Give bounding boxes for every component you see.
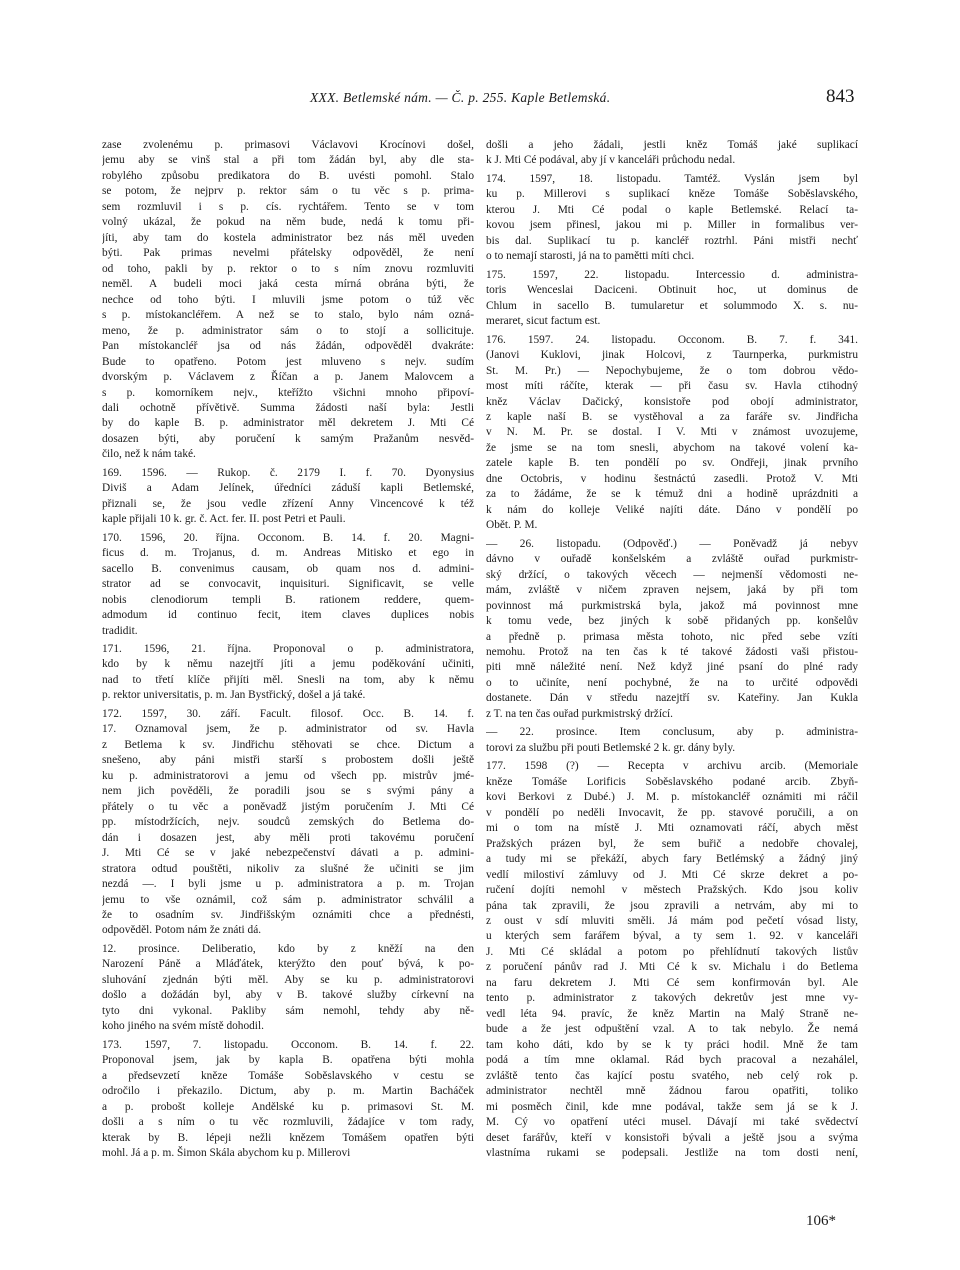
text-line: dán i dosazen jest, aby měli proti takovému poručení (102, 831, 474, 844)
text-line: by do kaple B. p. administrator měl dekretem J. Mti Cé (102, 417, 474, 430)
text-line: nem jich pověděli, že poradili jsou se s svými pány a (102, 785, 474, 798)
text-line: 176. 1597. 24. listopadu. Occonom. B. 7. f. 341. (486, 333, 858, 346)
text-line: zatele kaple B. ten pondělí po sv. Ondřeji, jinak prvního (486, 457, 858, 470)
text-line: pp. místodržících, nejv. soudců zemských do Betlema do- (102, 816, 474, 829)
text-line: zase zvolenému p. primasovi Václavovi Krocínovi došel, (102, 139, 474, 151)
text-line: stratora odtud pouštěti, nikoliv za slušné že učiniti se jim (102, 862, 474, 875)
text-line: Chlum in sacello B. tumularetur et solummodo X. s. nu- (486, 299, 858, 312)
text-line: sacello B. convenimus causam, ob quam nos d. admini- (102, 562, 474, 575)
text-line: nad to třetí klíče přijíti měl. Snesli na tom, aby k němu (102, 673, 474, 686)
text-line: se potom, že nejprv p. rektor sám o tu věc s p. prima- (102, 185, 474, 198)
text-line: podá a tím mne oklamal. Rád bych pracoval a nezahálel, (486, 1054, 858, 1067)
text-line: 172. 1597, 30. září. Facult. filosof. Occ. B. 14. f. (102, 707, 474, 720)
text-line: za to žádáme, že se k témuž dni a hodině uprázdniti a (486, 488, 858, 501)
text-line: robylého způsobu predikatora do B. uvésti pomohl. Stalo (102, 169, 474, 182)
text-line: kterak by B. lépeji nežli knězem Tomášem opatřen býti (102, 1131, 474, 1144)
text-line: ský držící, o takových věcech — nejmenší vědomosti ne- (486, 568, 858, 581)
text-line: z Betlema k sv. Jindřichu stěhovati se chce. Dictum a (102, 738, 474, 751)
text-line: čilo, než k nám také. (102, 448, 196, 461)
text-line: a p. probošt kolleje Andělské ku p. primasovi St. M. (102, 1100, 474, 1113)
text-line: a předsevzetí kněze Tomáše Soběslavského v cestu se (102, 1069, 474, 1082)
text-line: s p. místokancléřem. A než se to stalo, bylo nám ozná- (102, 309, 474, 322)
text-line: a tudy mi se překáží, abych fary Betlémský a žádný jiný (486, 853, 858, 866)
text-line: bude a že jest odpuštění vzal. A to tak nebylo. Že nemá (486, 1023, 858, 1036)
text-line: Narození Páně a Mláďátek, kterýžto den pouť bývá, k po- (102, 958, 474, 971)
text-line: kněze Tomáše Lorificis Soběslavského podané arcib. Zbyň- (486, 775, 858, 788)
text-line: odpověděl. Potom nám že znáti dá. (102, 924, 262, 937)
text-line: mi posměch činil, kde mne podával, takže sem já se k J. (486, 1100, 858, 1113)
text-line: dosazen býti, aby poručení k samým Pražanům nesvěd- (102, 432, 474, 445)
text-line: dvorským p. Václavem z Říčan a p. Janem Malovcem a (102, 371, 474, 384)
text-line: o to nemají starosti, já na to pamětti míti chci. (486, 250, 695, 263)
text-line: neměl. A budeli moci jaká cesta mírná obrána býti, že (102, 278, 474, 291)
page-header (0, 86, 960, 114)
text-line: — 22. prosince. Item conclusum, aby p. administra- (486, 726, 858, 739)
text-line: admodum id continuo fecit, item claves duplices nobis (102, 609, 474, 622)
text-line: bis dal. Suplikací tu p. kancléř roztrhl. Páni mistři nechť (486, 234, 858, 247)
text-line: vlastníma rukami se podepsali. Jestliže na tom dosti není, (486, 1147, 858, 1159)
text-line: Pan místokancléř jsa od nás žádán, odpověděl dvakráte: (102, 340, 474, 353)
text-line: deset farářův, kteří v konsistoři bývali a ještě jsou a svýma (486, 1131, 858, 1144)
text-line: k tomu vede, bez jiných k sobě přidaných pp. konšelův (486, 615, 858, 628)
text-line: 174. 1597, 18. listopadu. Tamtéž. Vyslán jsem byl (486, 172, 858, 185)
text-line: z oust v sdí mluviti směli. Já mám pod pečetí vósad listy, (486, 914, 858, 927)
text-line: dostanete. Dán v středu nazejtří sv. Kateřiny. Jan Kukla (486, 692, 858, 705)
text-line: kterou J. Mti Cé podal o kaple Betlemské. Relací ta- (486, 203, 858, 216)
text-line: J. Mti Cé se v jaké nebezpečenství dávati a p. admini- (102, 847, 474, 860)
text-line: M. Cý vo opatření utéci musel. Dávají mi také svědectví (486, 1116, 858, 1129)
text-line: kovou jsem přinesl, jakou mi p. Miller in formalibus ver- (486, 219, 858, 232)
text-line: pána tak zpravili, že jsou zpravili a netrvám, aby mi to (486, 899, 858, 912)
text-line: p. rektor universitatis, p. m. Jan Bystřický, došel a já také. (102, 689, 366, 702)
text-line: toris Wenceslai Daciceni. Obtinuit hoc, ut dominus de (486, 284, 858, 297)
text-line: s p. komorníkem nejv., kteřížto všichni mnoho připoví- (102, 386, 474, 399)
text-line: mohl. Já a p. m. Šimon Skála abychom ku p. Millerovi (102, 1147, 351, 1159)
text-line: 170. 1596, 20. října. Occonom. B. 14. f. 20. Magni- (102, 531, 474, 544)
text-line: 171. 1596, 21. října. Proponoval o p. administratora, (102, 643, 474, 655)
text-line: 169. 1596. — Rukop. č. 2179 I. f. 70. Dyonysius (102, 466, 474, 479)
text-line: na faru dekretem J. Mti Cé sem konfirmován byl. Ale (486, 976, 858, 989)
text-line: tento p. administrator z takových dekretův jest mne vy- (486, 992, 858, 1005)
text-line: Pražských prázen byl, že sem buřič a nedobře chovalej, (486, 837, 858, 850)
text-line: povinnost má purkmistrská byla, jakož má povinnost mne (486, 599, 858, 612)
text-line: že jsme se na tom snesli, abychom na takové volení ka- (486, 441, 858, 454)
text-line: sluhování zjednán býti měl. Aby se ku p. administratorovi (102, 973, 474, 986)
text-line: k J. Mti Cé podával, aby jí v kanceláři průchodu nedal. (486, 154, 736, 167)
text-line: kaple přijali 10 k. gr. č. Act. fer. II. post Petri et Pauli. (102, 513, 346, 526)
left-column (102, 138, 474, 1161)
text-line: J. Mti Cé skládal a potom po přehlídnutí takových listův (486, 945, 858, 958)
text-line: kněz Václav Dačický, konsistoře pod obojí administrator, (486, 395, 858, 408)
text-line: nechce od toho býti. I mluvili jsme potom o túž věc (102, 293, 474, 306)
text-line: ficus d. m. Trojanus, d. m. Andreas Mitisko et ego in (102, 547, 474, 560)
text-line: nezdá —. I byli jsme u p. administratora a p. m. Trojan (102, 878, 474, 891)
text-line: dali ochotně přívětivě. Summa žádosti naší byla: Jestli (102, 401, 474, 414)
text-line: přiznali se, že jsou vedle zřízení Anny Vincencové k též (102, 497, 474, 510)
text-line: St. M. Pr.) — Nepochybujeme, že o tom dobrou vědo- (486, 364, 858, 377)
text-line: dávno v ouřadě konšelském a zvláště ouřad purkmistr- (486, 553, 858, 566)
text-line: sem rozmluvil i s p. cís. rychtářem. Tento se v tom (102, 200, 474, 213)
text-line: jíti, aby tam do kostela administrator bez nás měl uveden (102, 231, 474, 244)
text-line: 173. 1597, 7. listopadu. Occonom. B. 14. f. 22. (102, 1038, 474, 1051)
text-line: ku p. administratorovi a jemu od všech pp. mistrův jmé- (102, 769, 474, 782)
text-line: u kterých sem farářem býval, a ty sem 1. 92. v kanceláři (486, 930, 858, 943)
signature-mark: 106* (806, 1213, 836, 1229)
text-line: došlo a dožádán byl, aby v B. takové služby církevní na (102, 989, 474, 1002)
text-line: 17. Oznamoval jsem, že p. administrator od sv. Havla (102, 723, 474, 736)
text-line: mám, zvláště v ničem zpraven nejsem, jaká by při tom (486, 584, 858, 597)
text-line: administrator nechtěl mně žádnou farou opatřiti, toliko (486, 1085, 858, 1098)
text-line: dne Octobris, v hodinu šestnáctú zasedli. Protož V. Mti (486, 472, 858, 485)
text-line: kovi Berkovi z Dubé.) J. M. p. místokancléř oznámiti mi ráčil (486, 791, 858, 804)
right-column (486, 138, 858, 1161)
text-line: Bude to opatřeno. Potom jest mluveno s nejv. sudím (102, 355, 474, 368)
text-line: most míti ráčíte, kterak — při času sv. Havla ctihodný (486, 380, 858, 393)
text-line: tyto dni vykonal. Pakliby sám nemohl, tehdy aby ně- (102, 1004, 474, 1017)
text-line: Obět. P. M. (486, 519, 538, 532)
text-line: meno, že p. administrator sám o to stojí a sollicituje. (102, 324, 474, 337)
text-line: ku p. Millerovi s suplikací kněze Tomáše Soběslavského, (486, 188, 858, 201)
text-line: koho jiného na svém místě dohodil. (102, 1020, 264, 1033)
text-line: Diviš a Adam Jelínek, úředníci záduší kapli Betlemské, (102, 482, 474, 495)
text-line: zvláště tento čas kající postu svatého, neb celý rok p. (486, 1069, 858, 1082)
text-line: kdo by k němu nazejtří jíti a jemu poděkování učiniti, (102, 658, 474, 671)
text-line: snešeno, aby páni mistři starší s probostem došli ještě (102, 754, 474, 767)
text-line: nemohu. Protož na ten čas k té takové žádosti vaši přistou- (486, 646, 858, 658)
text-line: meraret, sicut factum est. (486, 315, 601, 328)
text-line: mi o tom na místě J. Mti oznamovati ráčí, abych měst (486, 822, 858, 835)
text-line: došli a jeho žádali, jestli kněz Tomáš jaké suplikací (486, 139, 858, 151)
text-line: k nám do kolleje Veliké najíti dáte. Dáno v pondělí po (486, 503, 858, 516)
text-line: — 26. listopadu. (Odpověď.) — Poněvadž já nebyv (486, 537, 858, 550)
text-line: jemu to vše oznámil, což sám p. administrator schválil a (102, 893, 474, 906)
text-line: 12. prosince. Deliberatio, kdo by z kněží na den (102, 942, 474, 955)
text-line: piti mně náležité není. Než když jiné psaní do plné rady (486, 661, 858, 674)
text-line: o to učiníte, není pochybné, že na to určité odpovědi (486, 676, 858, 689)
text-line: přátely o tu věc a poněvadž jistým poručením J. Mti Cé (102, 800, 474, 813)
text-line: v pondělí po neděli Invocavit, že pp. stavové poručili, a on (486, 806, 858, 819)
text-line: 177. 1598 (?) — Recepta v archivu arcib. (Memoriale (486, 760, 858, 773)
text-line: strator ad se convocavit, inquisituri. Significavit, se velle (102, 578, 474, 591)
text-line: vedlí milostiví zámluvy od J. Mti Cé skrze dekret a po- (486, 868, 858, 881)
text-line: tradidit. (102, 624, 138, 637)
text-line: ručení dojíti nemohl v městech Pražských. Kdo jsou koliv (486, 884, 858, 897)
text-line: býti. Pak primas nevelmi přátelsky odpověděl, že není (102, 247, 474, 260)
text-line: z T. na ten čas ouřad purkmistrský držící. (486, 707, 674, 720)
text-line: torovi za službu při pouti Betlemské 2 k. gr. dány byly. (486, 741, 736, 754)
text-line: že to osadním sv. Jindřišským oznámiti chce a přednésti, (102, 908, 474, 921)
text-line: z kaple naší B. se vystěhoval a za faráře sv. Jindřicha (486, 410, 858, 423)
text-line: nobis clenodiorum templi B. rationem reddere, quem- (102, 593, 474, 606)
text-line: v N. M. Pr. se dostal. I V. Mti v známost uvozujeme, (486, 426, 858, 439)
text-line: 175. 1597, 22. listopadu. Intercessio d. administra- (486, 268, 858, 281)
running-head: XXX. Betlemské nám. — Č. p. 255. Kaple Betlemská. (310, 90, 611, 105)
text-line: tam koho dáti, kdo by se k ty práci hodil. Mně že tam (486, 1038, 858, 1051)
text-line: (Janovi Kuklovi, jinak Holcovi, z Taurnperka, purkmistru (486, 349, 858, 362)
text-line: jemu aby se vinš stal a při tom žádán byl, aby dle sta- (102, 154, 474, 167)
text-line: od toho, pakli by p. rektor o to s ním znovu rozmluviti (102, 262, 474, 275)
text-line: Proponoval jsem, jak by kapla B. opatřena býti mohla (102, 1054, 474, 1067)
text-line: vedl léta 94. pravíc, že kněz Martin na Malý Straně ne- (486, 1007, 858, 1020)
text-line: došli a s ním o tu věc rozmluvili, žádajíce v tom rady, (102, 1116, 474, 1129)
page-number: 843 (826, 86, 855, 107)
text-line: odročilo i překazilo. Dictum, aby p. m. Martin Bacháček (102, 1085, 474, 1098)
text-line: z poručení pánův rad J. Mti Cé k sv. Michalu i do Betlema (486, 961, 858, 974)
text-line: a předně p. primasa města tohoto, nic před sebe vzíti (486, 630, 858, 643)
text-line: volný ukázal, že pokud na něm bude, nedá k tomu při- (102, 216, 474, 229)
